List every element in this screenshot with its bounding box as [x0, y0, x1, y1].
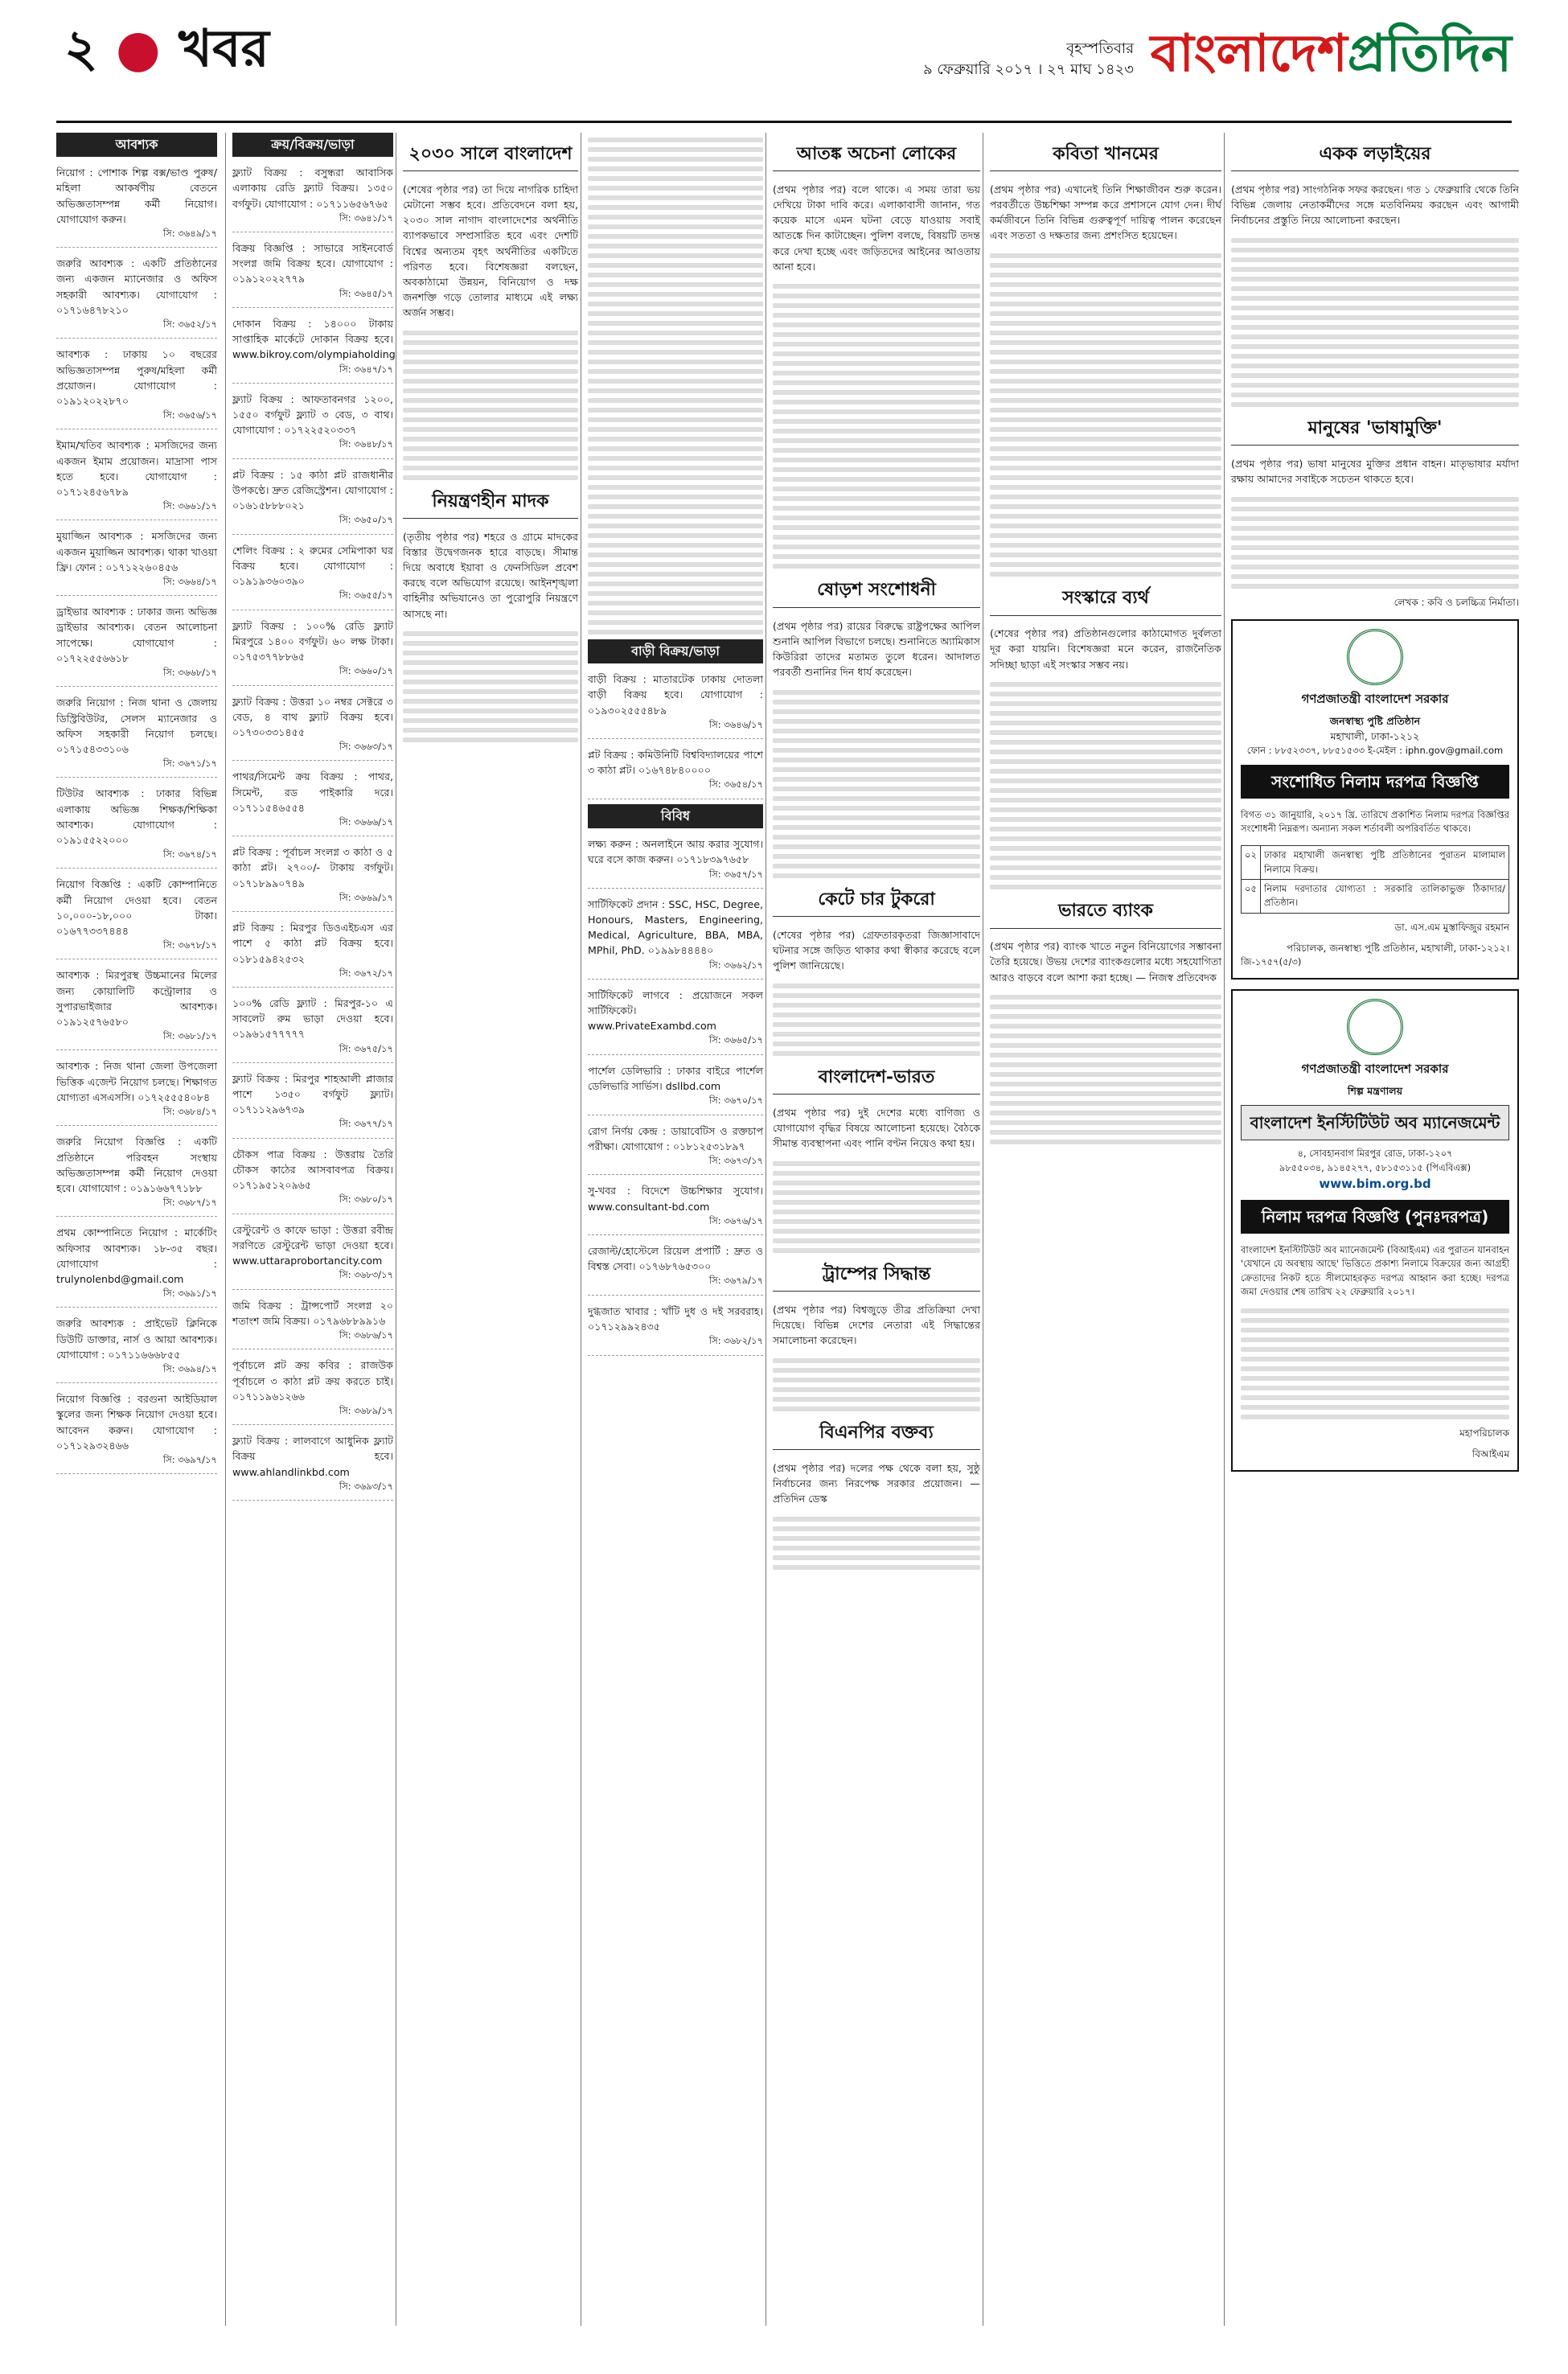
- classified-ad: [232, 540, 393, 610]
- ad-code: সি: ৩৬৬১/১৭: [162, 499, 217, 511]
- brand-main: বাংলাদেশ: [1150, 23, 1348, 84]
- ad-code: সি: ৩৬৭৯/১৭: [708, 1275, 763, 1287]
- ad-text: রোগ নির্ণয় কেন্দ্র : ডায়াবেটিস ও রক্তচাপ পরীক্ষা। যোগাযোগ : ০১৮১২৫৩১৮৯৭: [588, 1124, 763, 1152]
- notice-phone: ৯৮৫৫০৩৪, ৯১৪৫২৭৭, ৫৮১৫৩১১৫ (পিএবিএক্স): [1279, 1161, 1472, 1173]
- notice-org: গণপ্রজাতন্ত্রী বাংলাদেশ সরকার: [1301, 692, 1449, 707]
- ad-text: সু-খবর : বিদেশে উচ্চশিক্ষার সুযোগ। www.consultant-bd.com: [588, 1185, 763, 1213]
- table-row: [1242, 880, 1509, 914]
- classified-ad: [56, 692, 217, 778]
- newspaper-logo: [1151, 14, 1512, 101]
- classified-ad: [232, 237, 393, 308]
- ad-text: ফ্ল্যাট বিক্রয় : আফতাবনগর ১২০০, ১৫৫০ বর্গফুট ফ্ল্যাট ৩ বেড, ৩ বাথ। যোগাযোগ : ০১৭২২৫২০৩৩৭: [232, 392, 393, 437]
- article-headline: ২০৩০ সালে বাংলাদেশ: [403, 141, 578, 171]
- ad-code: সি: ৩৬৭৩/১৭: [708, 1154, 763, 1166]
- news-column-5: [766, 133, 987, 2326]
- ad-code: সি: ৩৬৮৬/১৭: [339, 1329, 393, 1341]
- table-cell: ০২: [1242, 846, 1261, 880]
- ad-code: সি: ৩৬৮৯/১৭: [339, 1404, 393, 1416]
- notice-title: নিলাম দরপত্র বিজ্ঞপ্তি (পুনঃদরপত্র): [1241, 1200, 1509, 1234]
- classified-ad: [56, 1222, 217, 1308]
- classified-ad: [232, 1144, 393, 1214]
- notice-table: [1241, 845, 1509, 914]
- ad-list: [56, 162, 217, 1474]
- ad-text: দুগ্ধজাত খাবার : খাঁটি দুধ ও দই সরবরাহ। ০১৭১২৯৯২৪৩৫: [588, 1304, 763, 1333]
- masthead: [56, 0, 1512, 123]
- ad-text: টিউটর আবশ্যক : ঢাকার বিভিন্ন এলাকায় অভিজ্ঞ শিক্ষক/শিক্ষিকা আবশ্যক। যোগাযোগ : ০১৯১৫৫২২০০০: [56, 787, 217, 846]
- notice-website-link[interactable]: www.bim.org.bd: [1319, 1177, 1431, 1192]
- notice-institute: বাংলাদেশ ইনস্টিটিউট অব ম্যানেজমেন্ট: [1241, 1105, 1509, 1140]
- classified-ad: [232, 388, 393, 459]
- ad-text: চৌকস পাত্র বিক্রয় : উত্তরায় তৈরি চৌকস কাঠের আসবাবপত্র বিক্রয়। ০১৭১৯৫১২০৯৬৫: [232, 1148, 393, 1192]
- ad-text: প্লট বিক্রয় : ১৫ কাঠা প্লট রাজধানীর উপকণ্ঠে। দ্রুত রেজিস্ট্রেশন। যোগাযোগ : ০১৬১৫৮৮৮০২১: [232, 468, 393, 512]
- ad-text: শেলিং বিক্রয় : ২ রুমের সেমিপাকা ঘর বিক্রয় হবে। যোগাযোগ : ০১৯১৯৩৬০৩৯০: [232, 544, 393, 588]
- ad-text: সার্টিফিকেট লাগবে : প্রয়োজনে সকল সার্টিফিকেট। www.PrivateExambd.com: [588, 989, 763, 1033]
- notice-body: বিগত ৩১ জানুয়ারি, ২০১৭ খ্রি. তারিখে প্রকাশিত নিলাম দরপত্র বিজ্ঞপ্তির সংশোধনী নিম্নরূপ। অন্যান্য সকল শর্তাবলী অপরিবর্তিত থাকবে।: [1241, 808, 1509, 835]
- table-cell: ০৫: [1242, 880, 1261, 914]
- ad-code: সি: ৩৬৬৮/১৭: [162, 666, 217, 678]
- ad-code: সি: ৩৬৪৭/১৭: [339, 363, 393, 375]
- table-cell: ঢাকার মহাখালী জনস্বাস্থ্য পুষ্টি প্রতিষ্ঠানের পুরাতন মালামাল নিলামে বিক্রয়।: [1260, 846, 1508, 880]
- ad-text: নিয়োগ বিজ্ঞপ্তি : বরগুনা আইডিয়াল স্কুলের জন্য শিক্ষক নিয়োগ দেওয়া হবে। আবেদন করুন। যোগাযোগ : ০১৭১২৯৩২৪৬৬: [56, 1393, 217, 1452]
- ad-code: সি: ৩৬৭২/১৭: [339, 967, 393, 979]
- weekday: বৃহস্পতিবার: [1066, 40, 1134, 57]
- ad-text: সার্টিফিকেট প্রদান : SSC, HSC, Degree, Honours, Masters, Engineering, Medical, Agriculture, BBA, MBA, MPhil, PhD. ০১৯৯৮৪৪৪৪০: [588, 898, 763, 957]
- ad-code: সি: ৩৬৭৬/১৭: [708, 1214, 763, 1226]
- ad-text: ফ্ল্যাট বিক্রয় : বসুন্ধরা আবাসিক এলাকায় রেডি ফ্ল্যাট বিক্রয়। ১৩৫০ বর্গফুট। যোগাযোগ : ০১৭১১৬৫৬৭৬৫: [232, 166, 393, 210]
- ad-text: প্রথম কোম্পানিতে নিয়োগ : মার্কেটিং অফিসার আবশ্যক। ১৮-৩৫ বছর। যোগাযোগ : trulynolenbd@gmail.com: [56, 1226, 217, 1285]
- classified-ad: [56, 782, 217, 869]
- classified-ad: [232, 464, 393, 535]
- classified-ad: [588, 1300, 763, 1356]
- ad-code: সি: ৩৬৪৫/১৭: [339, 287, 393, 299]
- ad-code: সি: ৩৬৯৩/১৭: [339, 1480, 393, 1492]
- article-body: (শেষের পৃষ্ঠার পর) প্রতিষ্ঠানগুলোর কাঠামোগত দুর্বলতা দূর করা যায়নি। বিশেষজ্ঞরা মনে করেন, রাজনৈতিক সদিচ্ছা ছাড়া এই সংস্কার সম্ভব নয়।: [990, 627, 1221, 671]
- article-body: (প্রথম পৃষ্ঠার পর) ব্যাংক খাতে নতুন বিনিয়োগের সম্ভাবনা তৈরি হয়েছে। উভয় দেশের ব্যাংকগুলোর মধ্যে সহযোগিতা আরও বাড়বে বলে আশা করা হচ্ছে। — নিজস্ব প্রতিবেদক: [990, 940, 1221, 984]
- ad-code: সি: ৩৬৪৮/১৭: [339, 438, 393, 450]
- classified-ad: [56, 873, 217, 959]
- classified-ad: [56, 162, 217, 248]
- classified-ad: [232, 162, 393, 232]
- ad-code: সি: ৩৬৭৮/১৭: [162, 939, 217, 951]
- classified-ad: [56, 1055, 217, 1126]
- ad-text: জরুরি আবশ্যক : একটি প্রতিষ্ঠানের জন্য একজন ম্যানেজার ও অফিস সহকারী আবশ্যক। যোগাযোগ : ০১৭১৬৪৭৮২১০: [56, 257, 217, 316]
- classified-ad: [588, 1240, 763, 1296]
- tender-notice-iphn: [1231, 619, 1519, 980]
- ad-text: পাথর/সিমেন্ট ক্রয় বিক্রয় : পাথর, সিমেন্ট, রড পাইকারি দরে। ০১৭১১৫৪৬৫৫৪: [232, 770, 393, 814]
- notice-signature-org: বিআইএম: [1472, 1448, 1509, 1460]
- ad-code: সি: ৩৬৪৯/১৭: [162, 227, 217, 239]
- ad-text: জরুরি নিয়োগ বিজ্ঞপ্তি : একটি প্রতিষ্ঠানে পরিবহন সংস্থায় অভিজ্ঞতাসম্পন্ন কর্মী নিয়োগ দেওয়া হবে। যোগাযোগ : ০১৯১৬৬৭৭১৮৮: [56, 1136, 217, 1194]
- article-body: (প্রথম পৃষ্ঠার পর) এখানেই তিনি শিক্ষাজীবন শুরু করেন। পরবর্তীতে উচ্চশিক্ষা সম্পন্ন করে প্রশাসনে যোগ দেন। দীর্ঘ কর্মজীবনে তিনি বিভিন্ন গুরুত্বপূর্ণ দায়িত্ব পালন করেছেন এবং সততা ও দক্ষতার জন্য প্রশংসিত হয়েছেন।: [990, 183, 1221, 242]
- article-body: (প্রথম পৃষ্ঠার পর) রায়ের বিরুদ্ধে রাষ্ট্রপক্ষের আপিল শুনানি আপিল বিভাগে চলছে। শুনানিতে অ্যামিকাস কিউরিরা তাদের মতামত তুলে ধরেন। আদালত পরবর্তী শুনানির দিন ধার্য করেছেন।: [773, 619, 980, 678]
- classified-ad: [588, 668, 763, 739]
- classified-ad: [232, 766, 393, 836]
- tender-notice-bim: [1231, 989, 1519, 1472]
- ad-list: [588, 833, 763, 1355]
- ad-code: সি: ৩৬৫৭/১৭: [708, 868, 763, 880]
- article-headline: ভারতে ব্যাংক: [990, 897, 1221, 928]
- article-headline: নিয়ন্ত্রণহীন মাদক: [403, 488, 578, 519]
- ad-code: সি: ৩৬৮৭/১৭: [162, 1196, 217, 1208]
- article-body: (তৃতীয় পৃষ্ঠার পর) শহরে ও গ্রামে মাদকের বিস্তার উদ্বেগজনক হারে বাড়ছে। সীমান্ত দিয়ে অবাধে ইয়াবা ও ফেনসিডিল প্রবেশ করছে বলে অভিযোগ রয়েছে। আইনশৃঙ্খলা বাহিনীর অভিযানেও তা পুরোপুরি নিয়ন্ত্রণে আসছে না।: [403, 530, 578, 620]
- brand-accent: প্রতিদিন: [1347, 23, 1512, 84]
- notice-org: গণপ্রজাতন্ত্রী বাংলাদেশ সরকার: [1301, 1061, 1449, 1076]
- classified-ad: [588, 744, 763, 799]
- ad-code: সি: ৩৬৭৪/১৭: [162, 848, 217, 860]
- bullet-icon: ●: [115, 18, 161, 79]
- news-column-6: [983, 133, 1228, 2326]
- ad-text: ফ্ল্যাট বিক্রয় : ১০০% রেডি ফ্ল্যাট মিরপুরে ১৪০০ বর্গফুট। ৬০ লক্ষ টাকা। ০১৭৫৩৭৭৮৮৬৫: [232, 619, 393, 663]
- classified-ad: [588, 833, 763, 889]
- ad-code: সি: ৩৬৬৪/১৭: [162, 575, 217, 587]
- ad-list: [588, 668, 763, 799]
- classified-ad: [588, 1060, 763, 1115]
- ad-code: সি: ৩৬৮২/১৭: [708, 1335, 763, 1347]
- notice-signature-title: পরিচালক, জনস্বাস্থ্য পুষ্টি প্রতিষ্ঠান, মহাখালী, ঢাকা-১২১২।: [1287, 943, 1509, 955]
- date-line: ৯ ফেব্রুয়ারি ২০১৭ । ২৭ মাঘ ১৪২৩: [922, 61, 1134, 79]
- article-headline: একক লড়াইয়ের: [1231, 141, 1519, 171]
- ad-text: আবশ্যক : মিরপুরস্থ উচ্চমানের মিলের জন্য কোয়ালিটি কন্ট্রোলার ও সুপারভাইজার আবশ্যক। ০১৯১২৫৭৬৫৮০: [56, 969, 217, 1028]
- section-header: বাড়ী বিক্রয়/ভাড়া: [588, 639, 763, 663]
- article-headline: বাংলাদেশ-ভারত: [773, 1064, 980, 1095]
- classified-ad: [56, 434, 217, 520]
- classifieds-column-1: [56, 133, 224, 2326]
- ad-text: রেস্টুরেন্ট ও কাফে ভাড়া : উত্তরা রবীন্দ্র সরণিতে রেস্টুরেন্ট ভাড়া দেওয়া হবে। www.uttaraprobortancity.com: [232, 1223, 393, 1267]
- notice-ministry: শিল্প মন্ত্রণালয়: [1347, 1084, 1403, 1097]
- table-cell: নিলাম দরদাতার যোগ্যতা : সরকারি তালিকাভুক্ত ঠিকাদার/প্রতিষ্ঠান।: [1260, 880, 1508, 914]
- notice-org-sub: জনস্বাস্থ্য পুষ্টি প্রতিষ্ঠান: [1329, 714, 1421, 727]
- ad-code: সি: ৩৬৬৩/১৭: [339, 740, 393, 752]
- ad-text: আবশ্যক : ঢাকায় ১০ বছরের অভিজ্ঞতাসম্পন্ন পুরুষ/মহিলা কর্মী প্রয়োজন। যোগাযোগ : ০১৯১২০২২৮৭০: [56, 348, 217, 407]
- classified-ad: [56, 964, 217, 1050]
- ad-code: সি: ৩৬৫৬/১৭: [162, 409, 217, 421]
- ad-code: সি: ৩৬৭০/১৭: [708, 1095, 763, 1107]
- ad-text: দোকান বিক্রয় : ১৪০০০ টাকায় সাপ্তাহিক মার্কেটে দোকান বিক্রয় হবে। www.bikroy.com/olympiaholding: [232, 318, 396, 361]
- ad-code: সি: ৩৬৮১/১৭: [162, 1030, 217, 1042]
- ad-code: সি: ৩৬৫০/১৭: [339, 514, 393, 526]
- classified-ad: [232, 1430, 393, 1501]
- ad-text: পূর্বাচলে প্লট ক্রয় কবির : রাজউক পূর্বাচলে ৩ কাঠা প্লট ক্রয় করতে চাই। ০১৭১১৯৬১২৬৬: [232, 1359, 393, 1403]
- page-number: ২: [64, 18, 98, 79]
- article-headline: কবিতা খানমের: [990, 141, 1221, 171]
- classified-ad: [232, 1219, 393, 1290]
- classifieds-column-4: [581, 133, 770, 2326]
- ad-text: রেজাল্ট/হোস্টেলে রিয়েল প্রপার্টি : দ্রুত ও বিশ্বস্ত সেবা। ০১৭৬৮৭৬৫৩০০: [588, 1245, 763, 1273]
- notice-signature: ডা. এস.এম মুস্তাফিজুর রহমান: [1394, 921, 1509, 933]
- article-headline: সংস্কারে ব্যর্থ: [990, 585, 1221, 615]
- notice-title: সংশোধিত নিলাম দরপত্র বিজ্ঞপ্তি: [1241, 765, 1509, 799]
- ad-code: সি: ৩৬৪৬/১৭: [708, 718, 763, 730]
- classified-ad: [232, 313, 396, 384]
- ad-text: নিয়োগ : পোশাক শিল্প বক্স/ভাণ্ড পুরুষ/মহিলা আকর্ষণীয় বেতনে অভিজ্ঞতাসম্পন্ন কর্মী নিয়োগ। যোগাযোগ করুন।: [56, 166, 217, 225]
- ad-code: সি: ৩৬৮০/১৭: [339, 1193, 393, 1205]
- classified-ad: [232, 1354, 393, 1425]
- ad-code: সি: ৩৬৬৯/১৭: [339, 891, 393, 903]
- section-header: বিবিধ: [588, 804, 763, 828]
- classified-ad: [56, 253, 217, 339]
- ad-code: সি: ৩৬৫৪/১৭: [708, 778, 763, 791]
- classified-ad: [588, 893, 763, 980]
- classified-ad: [232, 691, 393, 762]
- notice-address: ৪, সোবহানবাগ মিরপুর রোড, ঢাকা-১২০৭: [1297, 1148, 1453, 1160]
- article-body: (প্রথম পৃষ্ঠার পর) সাংগঠনিক সফর করছেন। গত ১ ফেব্রুয়ারি থেকে তিনি বিভিন্ন জেলায় নেতাকর্মীদের সঙ্গে মতবিনিময় করছেন এবং আগামী নির্বাচনের প্রস্তুতি নিয়ে আলোচনা করছেন।: [1231, 183, 1519, 227]
- classified-ad: [232, 615, 393, 686]
- ad-text: মুয়াজ্জিন আবশ্যক : মসজিদের জন্য একজন মুয়াজ্জিন আবশ্যক। থাকা খাওয়া ফ্রি। ফোন : ০১৭১২২৬০৪৫৬: [56, 530, 217, 573]
- classified-ad: [56, 343, 217, 429]
- classified-ad: [588, 1120, 763, 1176]
- notice-contact: ফোন : ৮৮৫২৩৩৭, ৮৮৫১৫৩৩ ই-মেইল : iphn.gov@gmail.com: [1246, 745, 1504, 757]
- classified-ad: [588, 1180, 763, 1235]
- article-byline: লেখক : কবি ও চলচ্চিত্র নির্মাতা।: [1394, 596, 1519, 608]
- article-body: (প্রথম পৃষ্ঠার পর) দলের পক্ষ থেকে বলা হয়, সুষ্ঠু নির্বাচনের জন্য নিরপেক্ষ সরকার প্রয়োজন। — প্রতিদিন ডেস্ক: [773, 1461, 980, 1505]
- ad-code: সি: ৩৬৭১/১৭: [162, 757, 217, 769]
- ad-text: জরুরি আবশ্যক : প্রাইভেট ক্লিনিকে ডিউটি ডাক্তার, নার্স ও আয়া আবশ্যক। যোগাযোগ : ০১৭১১৬৬৬৮৫৫: [56, 1317, 217, 1361]
- classified-ad: [232, 841, 393, 912]
- ad-text: ফ্ল্যাট বিক্রয় : লালবাগে আধুনিক ফ্ল্যাট বিক্রয় হবে। www.ahlandlinkbd.com: [232, 1435, 393, 1478]
- article-body: (শেষের পৃষ্ঠার পর) তা দিয়ে নাগরিক চাহিদা মেটানো সম্ভব হবে। প্রতিবেদনে বলা হয়, ২০৩০ সাল নাগাদ বাংলাদেশের অর্থনীতি ব্যাপকভাবে সম্প্রসারিত হবে এবং দেশটি বিশ্বের অন্যতম বৃহৎ অর্থনীতির একটিতে পরিণত হবে। বিশেষজ্ঞরা বলছেন, অবকাঠামো উন্নয়ন, বিনিয়োগ ও দক্ষ জনশক্তি গড়ে তোলার মাধ্যমে এই লক্ষ্য অর্জন সম্ভব।: [403, 183, 578, 319]
- page-label: [64, 10, 269, 96]
- classified-ad: [56, 1312, 217, 1383]
- ad-text: ১০০% রেডি ফ্ল্যাট : মিরপুর-১০ এ সাবলেট রুম ভাড়া দেওয়া হবে। ০১৯৬১৫৭৭৭৭৭: [232, 997, 393, 1041]
- ad-text: প্লট বিক্রয় : মিরপুর ডিওএইচএস এর পাশে ৫ কাঠা প্লট বিক্রয় হবে। ০১৮১৫৯৪২৫৩২: [232, 922, 393, 965]
- ad-text: জরুরি নিয়োগ : নিজ থানা ও জেলায় ডিস্ট্রিবিউটর, সেলস ম্যানেজার ও অফিস সহকারী নিয়োগ চলছে। ০১৭১৫৪৩৩১০৬: [56, 696, 217, 755]
- ad-code: সি: ৩৬৯৪/১৭: [162, 1362, 217, 1374]
- classified-ad: [56, 1388, 217, 1474]
- ad-text: ড্রাইভার আবশ্যক : ঢাকার জন্য অভিজ্ঞ ড্রাইভার আবশ্যক। বেতন আলোচনা সাপেক্ষে। যোগাযোগ : ০১৭২২৫৫৬৬১৮: [56, 606, 217, 664]
- table-row: [1242, 846, 1509, 880]
- article-headline: আতঙ্ক অচেনা লোকের: [773, 141, 980, 171]
- ad-code: সি: ৩৬৫৫/১৭: [339, 589, 393, 602]
- section-name: খবর: [179, 18, 269, 79]
- article-headline: ষোড়শ সংশোধনী: [773, 577, 980, 607]
- ad-text: নিয়োগ বিজ্ঞপ্তি : একটি কোম্পানিতে কর্মী নিয়োগ দেওয়া হবে। বেতন ১০,০০০-১৮,০০০ টাকা। ০১৬৭৭৩৩৭৪৪৪: [56, 878, 217, 937]
- issue-date: [923, 39, 1134, 80]
- article-headline: বিএনপির বক্তব্য: [773, 1419, 980, 1450]
- article-body: (প্রথম পৃষ্ঠার পর) দুই দেশের মধ্যে বাণিজ্য ও যোগাযোগ বৃদ্ধির বিষয়ে আলোচনা হয়েছে। বৈঠকে সীমান্ত ব্যবস্থাপনা এবং পানি বণ্টন নিয়েও কথা হয়।: [773, 1106, 980, 1150]
- classified-ad: [56, 525, 217, 596]
- government-seal-icon: [1347, 999, 1403, 1055]
- government-seal-icon: [1347, 629, 1403, 685]
- ad-text: ইমাম/খতিব আবশ্যক : মসজিদের জন্য একজন ইমাম প্রয়োজন। মাদ্রাসা পাস হতে হবে। যোগাযোগ : ০১৭১২৪৫৬৭৮৯: [56, 439, 217, 498]
- ad-text: বাড়ী বিক্রয় : মাতারটেক ঢাকায় দোতলা বাড়ী বিক্রয় হবে। যোগাযোগ : ০১৯৩০২৫৫৫৪৮৯: [588, 673, 763, 717]
- notice-code: জি-১৭৫৭(৫/৩): [1241, 956, 1302, 968]
- section-header: আবশ্যক: [56, 133, 217, 157]
- ad-text: লক্ষ্য করুন : অনলাইনে আয় করার সুযোগ। ঘরে বসে কাজ করুন। ০১৭১৮৩৯৭৬৫৮: [588, 838, 763, 866]
- page-columns: [56, 133, 1519, 2326]
- article-body: (শেষের পৃষ্ঠার পর) গ্রেফতারকৃতরা জিজ্ঞাসাবাদে ঘটনার সঙ্গে জড়িত থাকার কথা স্বীকার করেছে বলে পুলিশ জানিয়েছে।: [773, 928, 980, 971]
- ad-text: পার্শেল ডেলিভারি : ঢাকার বাইরে পার্শেল ডেলিভারি সার্ভিস। dsllbd.com: [588, 1064, 763, 1093]
- classified-ad: [56, 601, 217, 687]
- ad-code: সি: ৩৬৭৭/১৭: [339, 1118, 393, 1130]
- ad-text: বিক্রয় বিজ্ঞপ্তি : সাভারে সাইনবোর্ড সংলগ্ন জমি বিক্রয় হবে। যোগাযোগ : ০১৯১২০২২৭৭৯: [232, 242, 393, 285]
- ad-text: জমি বিক্রয় : ট্রান্সপোর্ট সংলগ্ন ২০ শতাংশ জমি বিক্রয়। ০১৭৯৬৮৮৯৯১৬: [232, 1299, 393, 1327]
- article-headline: মানুষের 'ভাষামুক্তি': [1231, 415, 1519, 446]
- classified-ad: [232, 1295, 393, 1350]
- ad-text: প্লট বিক্রয় : পূর্বাচল সংলগ্ন ৩ কাঠা ও ৫ কাঠা প্লট। ২৭০০/- টাকায় বর্গফুট। ০১৭১৮৯৯০৭৪৯: [232, 846, 393, 889]
- ad-list: [232, 162, 396, 1501]
- news-column-7: [1224, 133, 1519, 2326]
- article-headline: কেটে চার টুকরো: [773, 886, 980, 917]
- ad-code: সি: ৩৬৭৫/১৭: [339, 1042, 393, 1054]
- classified-ad: [56, 1131, 217, 1217]
- classified-ad: [232, 992, 393, 1063]
- notice-body: বাংলাদেশ ইনস্টিটিউট অব ম্যানেজমেন্ট (বিআইএম) এর পুরাতন যানবাহন 'যেখানে যে অবস্থায় আছে' ভিত্তিতে প্রকাশ্য নিলামে বিক্রয়ের জন্য আগ্রহী ক্রেতাদের নিকট হতে সীলমোহরকৃত দরপত্র আহ্বান করা হচ্ছে। দরপত্র জমা দেওয়ার শেষ তারিখ ২২ ফেব্রুয়ারি ২০১৭।: [1241, 1243, 1509, 1298]
- ad-code: সি: ৩৬৮৩/১৭: [339, 1269, 393, 1281]
- ad-code: সি: ৩৬৬৫/১৭: [708, 1034, 763, 1046]
- section-header: ক্রয়/বিক্রয়/ভাড়া: [232, 133, 393, 157]
- ad-code: সি: ৩৬৪১/১৭: [339, 212, 393, 224]
- ad-text: ফ্ল্যাট বিক্রয় : উত্তরা ১০ নম্বর সেক্টরে ৩ বেড, ৪ বাথ ফ্ল্যাট বিক্রয় হবে। ০১৭৩০৩৩১৪৫৫: [232, 695, 393, 738]
- ad-text: প্লট বিক্রয় : কমিউনিটি বিশ্ববিদ্যালয়ের পাশে ৩ কাঠা প্লট। ০১৬৭৪৮৪০০০০: [588, 749, 763, 777]
- article-body: (প্রথম পৃষ্ঠার পর) বিশ্বজুড়ে তীব্র প্রতিক্রিয়া দেখা দিয়েছে। বিভিন্ন দেশের নেতারা এই সিদ্ধান্তের সমালোচনা করেছেন।: [773, 1303, 980, 1347]
- article-body: (প্রথম পৃষ্ঠার পর) বলে থাকে। এ সময় তারা ভয় দেখিয়ে টাকা দাবি করে। এলাকাবাসী জানান, গত কয়েক মাসে এমন ঘটনা বেড়ে যাওয়ায় সবাই আতঙ্কে দিন কাটাচ্ছেন। পুলিশ বলছে, বিষয়টি তদন্ত করে দেখা হচ্ছে এবং জড়িতদের আইনের আওতায় আনা হবে।: [773, 183, 980, 273]
- article-headline: ট্রাম্পের সিদ্ধান্ত: [773, 1261, 980, 1292]
- ad-text: আবশ্যক : নিজ থানা জেলা উপজেলা ভিত্তিক এজেন্ট নিয়োগ চলছে। শিক্ষাগত যোগ্যতা এসএসসি। ০১৭২৫৫৫৪০৮৪: [56, 1060, 217, 1103]
- ad-code: সি: ৩৬৯১/১৭: [162, 1287, 217, 1299]
- ad-text: ফ্ল্যাট বিক্রয় : মিরপুর শাহআলী প্লাজার পাশে ১৩৫০ বর্গফুট ফ্ল্যাট। ০১৭১১২৯৬৭৩৯: [232, 1073, 393, 1116]
- ad-code: সি: ৩৬৬৬/১৭: [339, 815, 393, 828]
- ad-code: সি: ৩৬৫২/১৭: [162, 318, 217, 330]
- ad-code: সি: ৩৬৮৪/১৭: [162, 1105, 217, 1117]
- classified-ad: [232, 917, 393, 988]
- classified-ad: [232, 1068, 393, 1139]
- ad-code: সি: ৩৬৬২/১৭: [708, 959, 763, 971]
- notice-signature: মহাপরিচালক: [1459, 1427, 1509, 1440]
- notice-address: মহাখালী, ঢাকা-১২১২: [1330, 730, 1420, 743]
- ad-code: সি: ৩৬৬০/১৭: [339, 665, 393, 677]
- news-column-3: [396, 133, 585, 2326]
- ad-code: সি: ৩৬৯৭/১৭: [162, 1453, 217, 1465]
- classified-ad: [588, 984, 763, 1055]
- article-body: (প্রথম পৃষ্ঠার পর) ভাষা মানুষের মুক্তির প্রধান বাহন। মাতৃভাষার মর্যাদা রক্ষায় আমাদের সবাইকে সচেতন থাকতে হবে।: [1231, 458, 1519, 486]
- classifieds-column-2: [225, 133, 400, 2326]
